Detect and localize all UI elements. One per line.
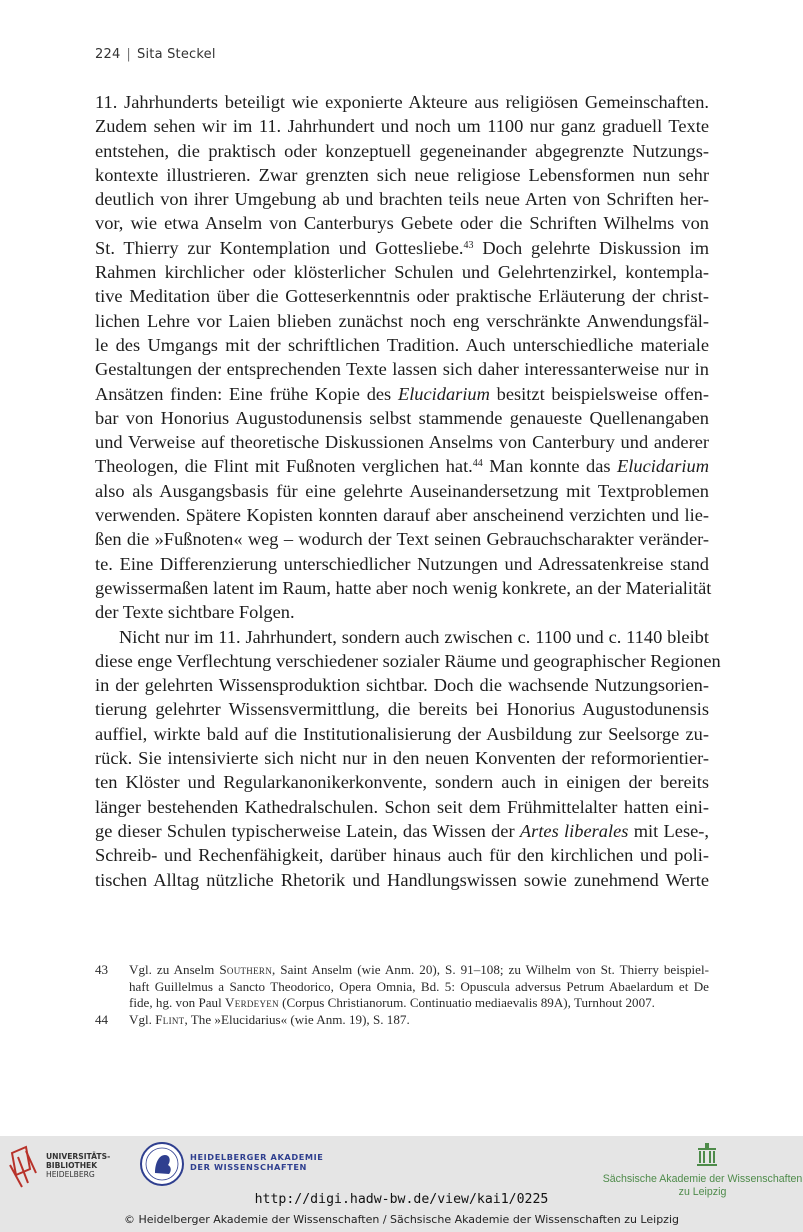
academy-logo-text bbox=[190, 1152, 324, 1172]
text-line: länger bestehenden Kathedralschulen. Schon seit dem Frühmittelalter hatten eini- bbox=[95, 796, 709, 817]
text-segment: besitzt beispielsweise offen- bbox=[489, 383, 709, 404]
footnote-44 bbox=[95, 1012, 709, 1029]
text-segment: mit Lese-, bbox=[628, 820, 709, 841]
text-line: tive Meditation über die Gotteserkenntnis oder praktische Erläuterung der christ- bbox=[95, 286, 709, 307]
title-elucidarium: Elucidarium bbox=[397, 383, 490, 404]
text-line: tierung gelehrter Wissensvermittlung, die bereits bei Honorius Augustodunensis bbox=[95, 699, 709, 720]
text-segment: Ansätzen finden: Eine frühe Kopie des bbox=[95, 383, 392, 404]
text-line: Nicht nur im 11. Jahrhundert, sondern auch zwischen c. 1100 und c. 1140 bleibt bbox=[119, 626, 709, 647]
text-line: gewissermaßen latent im Raum, hatte aber noch wenig konkrete, an der Materialität bbox=[95, 577, 712, 598]
saxon-academy-building-icon[interactable] bbox=[696, 1143, 718, 1169]
text-line bbox=[95, 382, 709, 406]
text-line: und Verweise auf theoretische Diskussionen Anselms von Canterbury und anderer bbox=[95, 432, 709, 453]
text-line: te. Eine Differenzierung unterschiedlicher Nutzungen und Adressatenkreise stand bbox=[95, 553, 709, 574]
page-number: 224 bbox=[95, 47, 121, 62]
text-line: ßen die »Fußnoten« weg – wodurch der Text seinen Gebrauchscharakter veränder- bbox=[95, 529, 709, 550]
footnote-43 bbox=[95, 962, 709, 1012]
running-head bbox=[95, 47, 216, 62]
logo-line: BIBLIOTHEK bbox=[46, 1161, 98, 1170]
text-segment: Doch gelehrte Diskussion im bbox=[473, 237, 710, 258]
logo-line: DER WISSENSCHAFTEN bbox=[190, 1162, 308, 1172]
text-line: bar von Honorius Augustodunensis selbst stammende genaueste Quellenangaben bbox=[95, 407, 709, 428]
running-head-author: Sita Steckel bbox=[137, 47, 216, 62]
logo-line: HEIDELBERGER AKADEMIE bbox=[190, 1152, 324, 1162]
logo-line: HEIDELBERG bbox=[46, 1170, 95, 1179]
university-library-logo-text bbox=[46, 1152, 110, 1179]
text-segment: , The »Elucidarius« (wie Anm. 19), S. 187. bbox=[184, 1011, 410, 1027]
logo-line: Sächsische Akademie der Wissenschaften bbox=[602, 1173, 803, 1185]
text-segment: (Corpus Christianorum. Continuatio mediaevalis 89A), Turnhout 2007. bbox=[278, 995, 655, 1011]
footnote-line: haft Guillelmus a Sancto Theodorico, Opera Omnia, Bd. 5: Opuscula adversus Petrum Abaelardum et De bbox=[129, 978, 709, 994]
text-segment: Man konnte das bbox=[482, 456, 618, 477]
footnotes bbox=[95, 962, 709, 1028]
text-line: Rahmen kirchlicher oder klösterlicher Schulen und Gelehrtenzirkel, kontempla- bbox=[95, 262, 709, 283]
text-line bbox=[95, 236, 709, 260]
term-artes-liberales: Artes liberales bbox=[519, 820, 629, 841]
footnote-number: 44 bbox=[95, 1011, 109, 1027]
footnote-line bbox=[129, 995, 709, 1012]
text-line: Gestaltungen der entsprechenden Texte lassen sich daher interessanterweise nur in bbox=[95, 359, 709, 380]
text-line: der Texte sichtbare Folgen. bbox=[95, 602, 295, 623]
footnote-line bbox=[129, 962, 709, 979]
text-segment: ge dieser Schulen typischerweise Latein, das Wissen der bbox=[95, 820, 515, 841]
body-text bbox=[95, 90, 721, 892]
running-head-separator: | bbox=[126, 47, 132, 62]
text-line: 11. Jahrhunderts beteiligt wie exponierte Akteure aus religiösen Gemeinschaften. bbox=[95, 92, 709, 112]
text-segment: , Saint Anselm (wie Anm. 20), S. 91–108; zu Wilhelm von St. Thierry beispiel- bbox=[272, 962, 709, 977]
text-line: Schreib- und Rechenfähigkeit, darüber hinaus auch für den kirchlichen und poli- bbox=[95, 845, 709, 866]
text-line bbox=[95, 819, 709, 843]
text-line: also als Ausgangsbasis für eine gelehrte Auseinandersetzung mit Textproblemen bbox=[95, 480, 709, 501]
text-line: le des Umgangs mit der schriftlichen Tradition. Auch unterschiedliche materiale bbox=[95, 334, 709, 355]
permalink-url[interactable]: http://digi.hadw-bw.de/view/kai1/0225 bbox=[254, 1192, 549, 1207]
footnote-number: 43 bbox=[95, 962, 109, 977]
footnote-ref-43[interactable]: 43 bbox=[463, 239, 474, 251]
author-name: Verdeyen bbox=[225, 995, 279, 1011]
text-line: diese enge Verflechtung verschiedener sozialer Räume und geographischer Regionen bbox=[95, 650, 721, 671]
text-line: deutlich von ihrer Umgebung ab und brachten teils neue Arten von Schriften her- bbox=[95, 189, 709, 210]
text-line: vor, wie etwa Anselm von Canterburys Gebete oder die Schriften Wilhelms von bbox=[95, 213, 709, 234]
title-elucidarium: Elucidarium bbox=[617, 456, 709, 477]
text-line: ten Klöster und Regularkanonikerkonvente, sondern auch in einigen der bereits bbox=[95, 772, 709, 793]
copyright-notice: © Heidelberger Akademie der Wissenschaften / Sächsische Akademie der Wissenschaften zu Leipzig bbox=[123, 1213, 679, 1226]
text-segment: Vgl. bbox=[129, 1011, 152, 1027]
text-line: entstehen, die praktisch oder konzeptuell gegeneinander abgegrenzte Nutzungs- bbox=[95, 140, 709, 161]
text-line bbox=[95, 454, 709, 478]
footnote-line bbox=[129, 1012, 709, 1029]
text-line: verwenden. Spätere Kopisten konnten darauf aber anscheinend verzichten und lie- bbox=[95, 505, 709, 526]
author-name: Flint bbox=[155, 1011, 185, 1027]
text-segment: Theologen, die Flint mit Fußnoten verglichen hat. bbox=[95, 456, 473, 477]
text-line: Zudem sehen wir im 11. Jahrhundert und noch um 1100 nur ganz graduell Texte bbox=[95, 116, 709, 137]
author-name: Southern bbox=[219, 962, 273, 977]
text-line: auffiel, wirkte bald auf die Institutionalisierung der Ausbildung zur Seelsorge zu- bbox=[95, 723, 709, 744]
text-line: lichen Lehre vor Laien blieben zunächst noch eng verschränkte Anwendungsfäl- bbox=[95, 310, 709, 331]
logo-line: zu Leipzig bbox=[678, 1186, 727, 1198]
text-line: tischen Alltag nützliche Rhetorik und Handlungswissen sowie zunehmend Werte bbox=[95, 869, 709, 890]
logo-line: UNIVERSITÄTS- bbox=[46, 1152, 111, 1161]
academy-seal-icon[interactable] bbox=[139, 1141, 185, 1187]
text-line: in der gelehrten Wissensproduktion sichtbar. Doch die wachsende Nutzungsorien- bbox=[95, 675, 709, 696]
text-segment: fide, hg. von Paul bbox=[129, 995, 222, 1011]
text-segment: Vgl. zu Anselm bbox=[129, 962, 215, 977]
text-line: kontexte illustrieren. Zwar grenzten sich neue religiose Lebensformen nun sehr bbox=[95, 164, 709, 185]
text-segment: St. Thierry zur Kontemplation und Gottesliebe. bbox=[95, 237, 464, 258]
text-line: rück. Sie intensivierte sich nicht nur in den neuen Konventen der reformorientier- bbox=[95, 748, 709, 769]
footnote-ref-44[interactable]: 44 bbox=[472, 458, 483, 470]
